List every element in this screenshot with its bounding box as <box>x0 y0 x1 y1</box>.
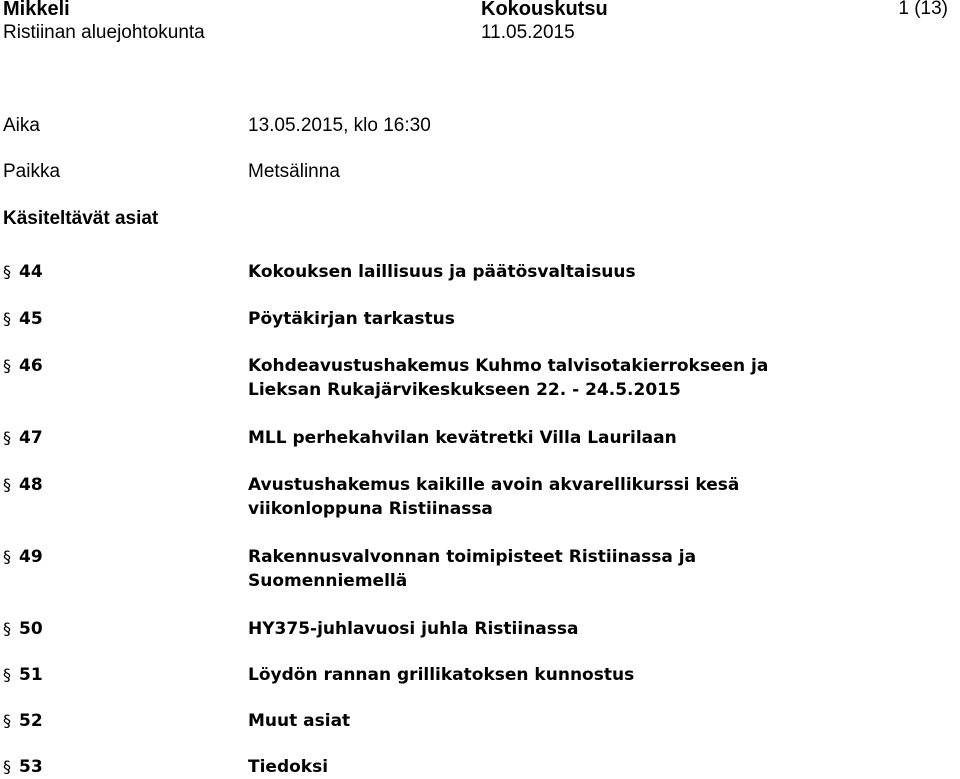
agenda-item-title: Tiedoksi <box>248 757 329 777</box>
agenda-item-number: 52 <box>19 711 43 731</box>
section-symbol: § <box>3 711 11 730</box>
agenda-item-title: HY375-juhlavuosi juhla Ristiinassa <box>248 619 579 639</box>
agenda-item-number: 44 <box>19 262 43 282</box>
section-symbol: § <box>3 665 11 684</box>
agenda-item-title: Rakennusvalvonnan toimipisteet Ristiinassa ja Suomenniemellä <box>248 547 697 591</box>
agenda-item-title: Muut asiat <box>248 711 351 731</box>
section-symbol: § <box>3 309 11 328</box>
section-symbol: § <box>3 428 11 447</box>
agenda-item-title: Kohdeavustushakemus Kuhmo talvisotakierrokseen ja Lieksan Rukajärvikeskukseen 22. - 24.5.2015 <box>248 356 769 400</box>
section-symbol: § <box>3 262 11 281</box>
organization-name: Mikkeli <box>3 0 70 20</box>
agenda-item-title: MLL perhekahvilan kevätretki Villa Laurilaan <box>248 428 677 448</box>
section-symbol: § <box>3 619 11 638</box>
page-number: 1 (13) <box>898 0 948 19</box>
unit-name: Ristiinan aluejohtokunta <box>3 22 205 43</box>
agenda-item-number: 50 <box>19 619 43 639</box>
agenda-item-number: 47 <box>19 428 43 448</box>
agenda-item-title: Pöytäkirjan tarkastus <box>248 309 455 329</box>
agenda-item-title: Kokouksen laillisuus ja päätösvaltaisuus <box>248 262 636 282</box>
agenda-item-title: Avustushakemus kaikille avoin akvarellikurssi kesä viikonloppuna Ristiinassa <box>248 475 740 519</box>
time-value: 13.05.2015, klo 16:30 <box>248 115 431 136</box>
document-date: 11.05.2015 <box>481 22 575 43</box>
time-label: Aika <box>3 115 40 136</box>
section-symbol: § <box>3 475 11 494</box>
agenda-item-number: 53 <box>19 757 43 777</box>
agenda-item-number: 49 <box>19 547 43 567</box>
section-symbol: § <box>3 547 11 566</box>
agenda-item-number: 45 <box>19 309 43 329</box>
section-symbol: § <box>3 356 11 375</box>
agenda-item-number: 51 <box>19 665 43 685</box>
agenda-item-number: 46 <box>19 356 43 376</box>
place-label: Paikka <box>3 161 61 182</box>
document-type: Kokouskutsu <box>481 0 608 20</box>
agenda-item-number: 48 <box>19 475 43 495</box>
section-symbol: § <box>3 757 11 776</box>
place-value: Metsälinna <box>248 161 340 182</box>
agenda-item-title: Löydön rannan grillikatoksen kunnostus <box>248 665 635 685</box>
agenda-heading: Käsiteltävät asiat <box>3 208 159 229</box>
